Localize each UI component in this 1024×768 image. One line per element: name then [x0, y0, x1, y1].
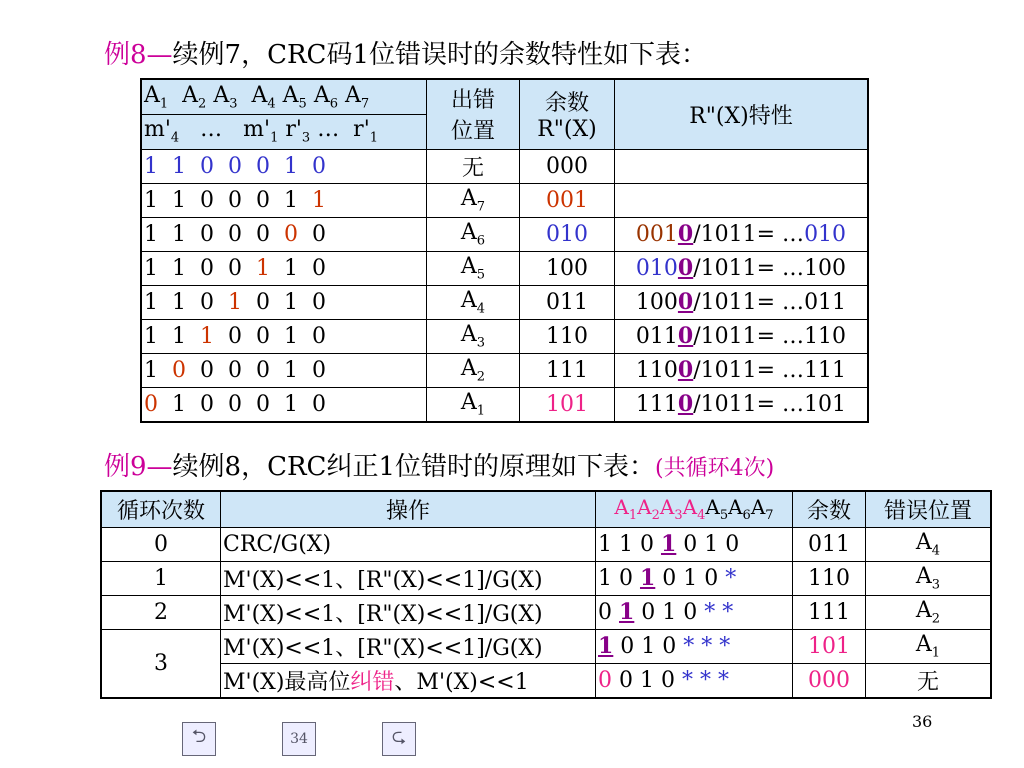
position-cell: $A_2$ — [427, 353, 520, 387]
bits-cell: 0 0 1 0 * * * — [596, 663, 793, 698]
remainder-cell: 011 — [520, 285, 615, 319]
remainder-cell: 111 — [520, 353, 615, 387]
cycle-count-header: 循环次数 — [101, 491, 221, 527]
page-nav-button[interactable]: 34 — [282, 722, 316, 756]
table-row — [141, 149, 868, 183]
operation-header: 操作 — [221, 491, 596, 527]
remainder-cell: 101 — [793, 629, 866, 663]
position-cell: 无 — [866, 663, 992, 698]
position-cell: $A_5$ — [427, 251, 520, 285]
cycle-cell: 2 — [101, 595, 221, 629]
property-cell: 0110/1011= …110 — [615, 319, 869, 353]
bits-header-a: $A_1$ $A_2$ $A_3$ $A_4$ $A_5$ $A_6$ $A_7$ — [141, 79, 427, 114]
bits-header: $A_1A_2A_3A_4A_5A_6A_7$ — [596, 491, 793, 527]
position-cell: $A_4$ — [866, 527, 992, 561]
remainder-cell: 100 — [520, 251, 615, 285]
bits-cell: 0 1 0 0 0 1 0 — [141, 387, 427, 422]
position-cell: 无 — [427, 149, 520, 183]
operation-cell: M'(X)<<1、[R"(X)<<1]/G(X) — [221, 629, 596, 663]
example9-title: 例9—续例8，CRC纠正1位错时的原理如下表：(共循环4次) — [104, 452, 775, 482]
table-row — [141, 183, 868, 217]
error-position-header: 错误位置 — [866, 491, 992, 527]
remainder-cell: 000 — [793, 663, 866, 698]
remainder-header: 余数 — [793, 491, 866, 527]
position-cell: $A_6$ — [427, 217, 520, 251]
property-header: R"(X)特性 — [615, 79, 869, 149]
bits-cell: 1 1 1 0 0 1 0 — [141, 319, 427, 353]
operation-cell: CRC/G(X) — [221, 527, 596, 561]
property-cell: 0010/1011= …010 — [615, 217, 869, 251]
bits-cell: 1 1 0 0 0 1 0 — [141, 149, 427, 183]
property-cell: 1110/1011= …101 — [615, 387, 869, 422]
crc-correction-table — [100, 490, 992, 699]
position-cell: $A_3$ — [427, 319, 520, 353]
table-row — [141, 217, 868, 251]
remainder-cell: 101 — [520, 387, 615, 422]
operation-cell: M'(X)<<1、[R"(X)<<1]/G(X) — [221, 595, 596, 629]
table-row — [141, 285, 868, 319]
table-row — [141, 319, 868, 353]
position-cell: $A_4$ — [427, 285, 520, 319]
bits-cell: 1 0 1 0 1 0 * — [596, 561, 793, 595]
position-cell: $A_7$ — [427, 183, 520, 217]
return-nav-icon[interactable]: ⮎ — [382, 722, 416, 756]
remainder-cell: 001 — [520, 183, 615, 217]
operation-cell: M'(X)<<1、[R"(X)<<1]/G(X) — [221, 561, 596, 595]
property-cell — [615, 183, 869, 217]
property-cell — [615, 149, 869, 183]
remainder-cell: 000 — [520, 149, 615, 183]
bits-cell: 1 0 0 0 0 1 0 — [141, 353, 427, 387]
property-cell: 0100/1011= …100 — [615, 251, 869, 285]
remainder-cell: 111 — [793, 595, 866, 629]
bits-cell: 1 1 0 1 0 1 0 — [141, 285, 427, 319]
remainder-cell: 010 — [520, 217, 615, 251]
property-cell: 1100/1011= …111 — [615, 353, 869, 387]
cycle-cell: 0 — [101, 527, 221, 561]
table-row — [141, 387, 868, 422]
bits-cell: 1 1 0 0 0 0 0 — [141, 217, 427, 251]
bits-cell: 1 1 0 1 0 1 0 — [596, 527, 793, 561]
table-row — [141, 251, 868, 285]
cycle-cell: 3 — [101, 629, 221, 698]
bits-cell: 1 1 0 0 1 1 0 — [141, 251, 427, 285]
table-row — [141, 353, 868, 387]
remainder-header: 余数 R"(X) — [520, 79, 615, 149]
page-number: 36 — [912, 712, 933, 731]
remainder-cell: 110 — [793, 561, 866, 595]
operation-cell: M'(X)最高位纠错、M'(X)<<1 — [221, 663, 596, 698]
bits-cell: 0 1 0 1 0 * * — [596, 595, 793, 629]
bits-cell: 1 1 0 0 0 1 1 — [141, 183, 427, 217]
position-cell: $A_1$ — [866, 629, 992, 663]
position-cell: $A_2$ — [866, 595, 992, 629]
crc-error-table — [140, 78, 869, 423]
bits-header-m: $m'_4$ … $m'_1$ $r'_3$ … $r'_1$ — [141, 114, 427, 149]
remainder-cell: 011 — [793, 527, 866, 561]
cycle-cell: 1 — [101, 561, 221, 595]
error-position-header: 出错 位置 — [427, 79, 520, 149]
remainder-cell: 110 — [520, 319, 615, 353]
position-cell: $A_3$ — [866, 561, 992, 595]
bits-cell: 1 0 1 0 * * * — [596, 629, 793, 663]
back-nav-icon[interactable]: ⮌ — [182, 722, 216, 756]
example8-title: 例8—续例7，CRC码1位错误时的余数特性如下表： — [104, 40, 707, 70]
position-cell: $A_1$ — [427, 387, 520, 422]
property-cell: 1000/1011= …011 — [615, 285, 869, 319]
